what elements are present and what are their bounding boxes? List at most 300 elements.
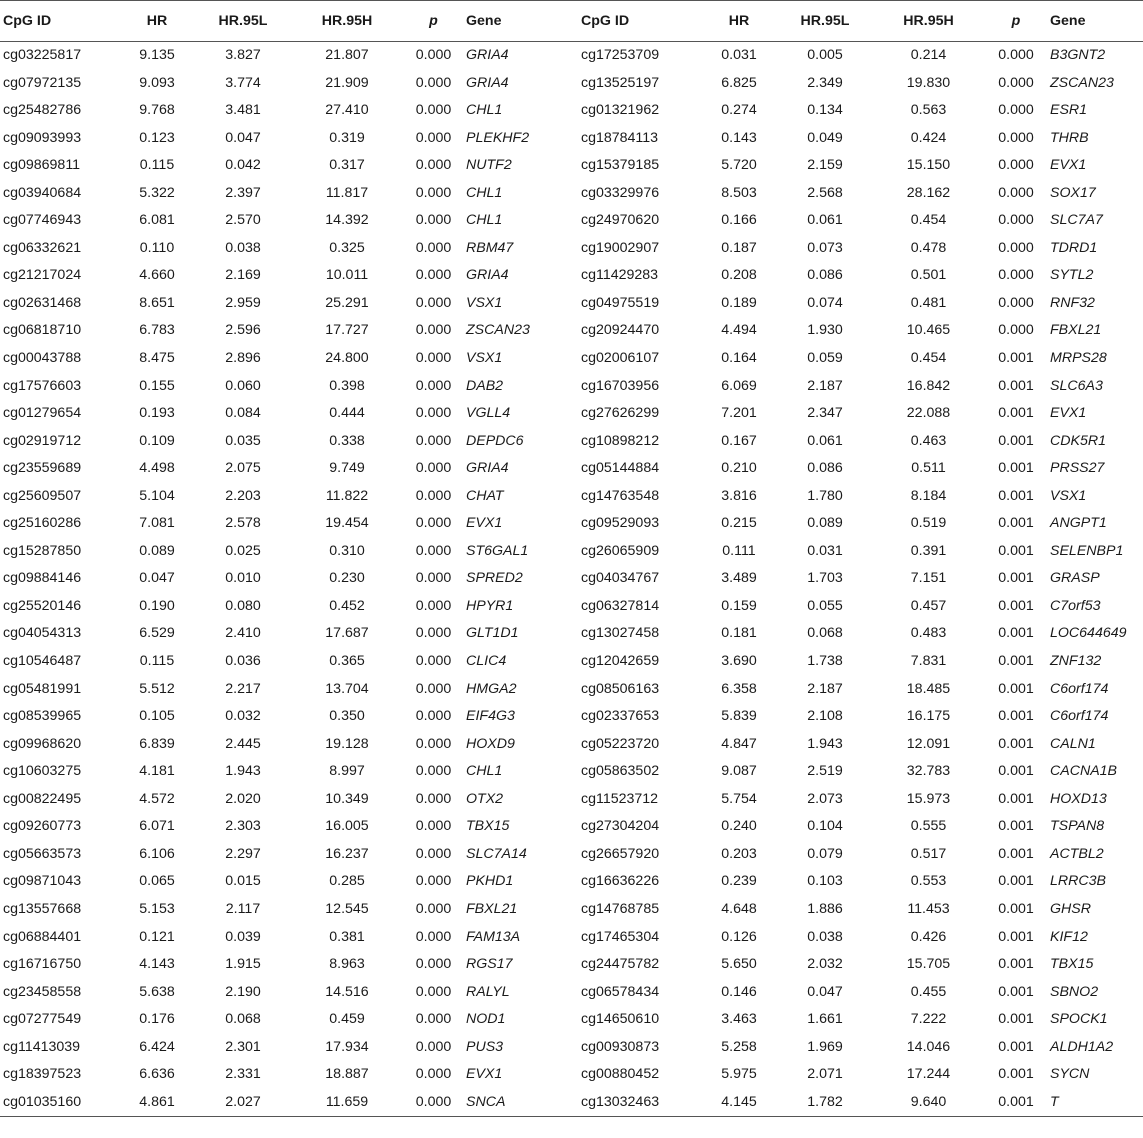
hr-cell: 4.181 [139,763,175,780]
p-value-cell: 0.000 [998,239,1034,256]
table-row [0,896,1143,924]
hr-cell: 4.494 [721,322,757,339]
gene-cell: NUTF2 [466,157,512,174]
cpg-id-cell: cg03329976 [581,184,660,201]
hr-95h-cell: 7.151 [910,570,947,587]
hr-cell: 0.121 [139,928,175,945]
hr-95h-cell: 16.842 [906,377,951,394]
cpg-id-cell: cg16636226 [581,873,660,890]
hr-cell: 0.167 [721,432,757,449]
hr-cell: 6.839 [139,735,175,752]
cpg-id-cell: cg09968620 [3,735,82,752]
hr-95h-cell: 0.457 [910,597,947,614]
hr-95h-cell: 9.749 [329,460,365,477]
cpg-id-cell: cg09884146 [3,570,82,587]
hr-cell: 0.143 [721,129,757,146]
hr-95l-cell: 0.068 [225,1011,261,1028]
gene-cell: GRIA4 [466,74,509,91]
gene-cell: SNCA [466,1089,581,1117]
hr-cell: 0.215 [721,515,757,532]
hr-95l-cell: 0.031 [807,542,843,559]
hr-95l-cell: 3.827 [225,47,261,63]
cpg-id-cell: cg14763548 [581,487,660,504]
p-value-cell: 0.000 [415,47,452,63]
p-value-cell: 0.000 [415,350,452,367]
cpg-id-cell: cg06327814 [581,597,660,614]
hr-cell: 4.660 [139,267,175,284]
gene-cell: RALYL [466,983,510,1000]
hr-95h-cell: 8.184 [910,487,947,504]
cpg-id-cell: cg25160286 [3,515,82,532]
table-row [0,979,1143,1007]
p-value-cell: 0.000 [401,1089,466,1117]
cpg-id-cell: cg03940684 [3,184,82,201]
hr-cell: 0.193 [139,405,175,422]
hr-cell: 4.572 [139,790,175,807]
p-value-cell: 0.000 [998,184,1034,201]
p-value-cell: 0.000 [415,432,452,449]
p-value-cell: 0.000 [415,294,452,311]
gene-cell: CHL1 [466,212,503,229]
hr-95h-cell: 11.453 [907,900,950,917]
hr-cell: 6.069 [721,377,757,394]
hr-95h-cell: 21.807 [325,47,369,63]
hr-cell: 9.087 [721,763,757,780]
hr-95h-cell: 11.659 [293,1089,401,1117]
p-value-cell: 0.000 [998,322,1034,339]
cpg-id-cell: cg25609507 [3,487,82,504]
p-value-cell: 0.000 [998,129,1034,146]
cpg-id-cell: cg20924470 [581,322,660,339]
hr-95l-cell: 0.060 [225,377,261,394]
table-row [0,373,1143,401]
p-value-cell: 0.000 [415,873,452,890]
p-value-cell: 0.000 [415,322,452,339]
hr-95h-cell: 19.454 [325,515,369,532]
cpg-id-cell: cg17576603 [3,377,82,394]
p-value-cell: 0.001 [998,763,1034,780]
hr-95l-cell: 0.025 [225,542,261,559]
cpg-id-cell: cg06884401 [3,928,82,945]
cpg-id-cell: cg18784113 [581,129,659,146]
hr-95l-cell: 0.032 [225,708,261,725]
cpg-id-cell: cg27304204 [581,818,660,835]
hr-95l-cell: 2.349 [807,74,843,91]
p-value-cell: 0.000 [415,102,452,119]
hr-cell: 4.861 [121,1089,193,1117]
hr-cell: 6.106 [139,845,175,862]
gene-cell: SYTL2 [1050,267,1094,284]
header-p: p [401,1,466,42]
gene-cell: GRIA4 [466,47,509,63]
p-value-cell: 0.001 [998,377,1034,394]
cpg-id-cell: cg06578434 [581,983,660,1000]
hr-cell: 4.847 [721,735,757,752]
gene-cell: C6orf174 [1050,680,1109,697]
table-row [0,290,1143,318]
cpg-id-cell: cg25520146 [3,597,82,614]
hr-cell: 3.463 [721,1011,757,1028]
table-row [0,1006,1143,1034]
hr-95l-cell: 1.969 [807,1038,843,1055]
table-row [0,813,1143,841]
hr-95l-cell: 1.915 [225,956,261,973]
cpg-id-cell: cg25482786 [3,102,82,119]
gene-cell: SELENBP1 [1050,542,1124,559]
hr-cell: 9.135 [139,47,175,63]
hr-95l-cell: 2.117 [225,900,261,917]
hr-cell: 5.720 [721,157,757,174]
table-row [0,731,1143,759]
p-value-cell: 0.001 [998,735,1034,752]
hr-95l-cell: 2.071 [807,1066,843,1083]
hr-cell: 5.258 [721,1038,757,1055]
hr-cell: 6.081 [139,212,175,229]
hr-95l-cell: 1.886 [807,900,843,917]
hr-95h-cell: 0.426 [910,928,947,945]
p-value-cell: 0.000 [415,157,452,174]
hr-95l-cell: 3.774 [225,74,261,91]
cpg-id-cell: cg08539965 [3,708,82,725]
table-row [0,42,1143,70]
hr-95h-cell: 0.319 [329,129,365,146]
gene-cell: CACNA1B [1050,763,1118,780]
p-value-cell: 0.001 [998,432,1034,449]
hr-95h-cell: 0.455 [910,983,947,1000]
hr-95h-cell: 15.150 [906,157,951,174]
hr-95h-cell: 16.237 [325,845,369,862]
hr-95h-cell: 0.452 [329,597,365,614]
cpg-id-cell: cg17253709 [581,47,660,63]
hr-95h-cell: 0.553 [910,873,947,890]
table-row [0,758,1143,786]
hr-95l-cell: 2.217 [225,680,261,697]
hr-95h-cell: 21.909 [325,74,369,91]
table-row [0,345,1143,373]
p-value-cell: 0.001 [998,928,1034,945]
p-value-cell: 0.001 [998,597,1034,614]
cpg-id-cell: cg13032463 [581,1089,703,1117]
gene-cell: ZSCAN23 [466,322,530,339]
hr-95h-cell: 17.244 [906,1066,951,1083]
cpg-id-cell: cg05863502 [581,763,660,780]
gene-cell: SLC7A7 [1050,212,1103,229]
gene-cell: ZSCAN23 [1050,74,1114,91]
hr-95l-cell: 0.061 [807,212,843,229]
hr-cell: 4.648 [721,900,757,917]
gene-cell: SLC6A3 [1050,377,1103,394]
gene-cell: VSX1 [466,294,503,311]
cpg-id-cell: cg11429283 [581,267,659,284]
hr-95l-cell: 1.943 [225,763,261,780]
cpg-id-cell: cg04975519 [581,294,660,311]
hr-95l-cell: 0.073 [807,239,843,256]
gene-cell: CHL1 [466,184,503,201]
p-value-cell: 0.000 [415,597,452,614]
hr-95h-cell: 19.830 [906,74,951,91]
hr-cell: 5.839 [721,708,757,725]
cpg-id-cell: cg16716750 [3,956,82,973]
gene-cell: RNF32 [1050,294,1095,311]
table-row [0,1034,1143,1062]
hr-95l-cell: 0.104 [807,818,843,835]
p-value-cell: 0.001 [998,873,1034,890]
p-value-cell: 0.000 [415,487,452,504]
hr-cell: 5.975 [721,1066,757,1083]
hr-95h-cell: 0.230 [329,570,365,587]
hr-95l-cell: 0.038 [225,239,261,256]
hr-95h-cell: 10.349 [325,790,369,807]
gene-cell: GRASP [1050,570,1100,587]
p-value-cell: 0.001 [998,818,1034,835]
hr-95l-cell: 0.079 [807,845,843,862]
header-hr-2: HR [703,1,775,42]
hr-95h-cell: 14.046 [906,1038,951,1055]
hr-95l-cell: 0.068 [807,625,843,642]
gene-cell: SLC7A14 [466,845,527,862]
hr-95l-cell: 2.108 [807,708,843,725]
header-hr-95h-2: HR.95H [875,1,982,42]
hr-95h-cell: 13.704 [325,680,369,697]
gene-cell: LOC644649 [1050,625,1127,642]
p-value-cell: 0.000 [998,102,1034,119]
cpg-id-cell: cg11523712 [581,790,659,807]
gene-cell: FAM13A [466,928,521,945]
hr-95l-cell: 0.015 [225,873,261,890]
gene-cell: EVX1 [1050,157,1087,174]
table-row [0,180,1143,208]
hr-95h-cell: 0.481 [910,294,947,311]
hr-cell: 0.274 [721,102,757,119]
hr-cell: 0.109 [139,432,175,449]
hr-95l-cell: 3.481 [225,102,261,119]
hr-cell: 0.187 [721,239,757,256]
hr-cell: 6.825 [721,74,757,91]
hr-cell: 0.166 [721,212,757,229]
p-value-cell: 0.000 [415,708,452,725]
hr-cell: 0.146 [721,983,757,1000]
hr-95l-cell: 2.169 [225,267,261,284]
p-value-cell: 0.000 [415,460,452,477]
cpg-id-cell: cg02919712 [3,432,82,449]
hr-95h-cell: 16.005 [325,818,369,835]
hr-95l-cell: 0.047 [807,983,843,1000]
p-value-cell: 0.001 [998,983,1034,1000]
hr-95l-cell: 2.187 [807,377,843,394]
hr-cell: 3.816 [721,487,757,504]
cpg-id-cell: cg18397523 [3,1066,82,1083]
gene-cell: PLEKHF2 [466,129,530,146]
hr-95l-cell: 0.080 [225,597,261,614]
hr-95h-cell: 0.424 [910,129,947,146]
hr-95l-cell: 1.703 [807,570,843,587]
gene-cell: B3GNT2 [1050,47,1106,63]
cpg-id-cell: cg04054313 [3,625,82,642]
hr-cell: 7.201 [721,405,757,422]
p-value-cell: 0.001 [998,1066,1034,1083]
hr-95h-cell: 19.128 [325,735,369,752]
hr-95h-cell: 15.973 [906,790,951,807]
cpg-id-cell: cg09093993 [3,129,82,146]
hr-95h-cell: 0.338 [329,432,365,449]
hr-95h-cell: 0.563 [910,102,947,119]
hr-95l-cell: 2.032 [807,956,843,973]
p-value-cell: 0.000 [415,680,452,697]
hr-95l-cell: 2.445 [225,735,261,752]
table-row [0,841,1143,869]
table-row [0,786,1143,814]
p-value-cell: 0.000 [415,790,452,807]
gene-cell: MRPS28 [1050,350,1107,367]
hr-95l-cell: 0.084 [225,405,261,422]
hr-cell: 0.115 [139,157,175,174]
hr-95h-cell: 0.365 [329,653,365,670]
p-value-cell: 0.000 [415,542,452,559]
header-cpg-id-2: CpG ID [581,1,703,42]
hr-95l-cell: 2.596 [225,322,261,339]
cpg-id-cell: cg11413039 [3,1038,81,1055]
hr-95h-cell: 0.350 [329,708,365,725]
table-header [0,1,1143,42]
hr-95h-cell: 0.444 [329,405,365,422]
hr-95h-cell: 8.963 [329,956,365,973]
p-value-cell: 0.000 [415,184,452,201]
hr-95h-cell: 0.310 [329,542,365,559]
hr-cell: 9.093 [139,74,175,91]
hr-cell: 5.754 [721,790,757,807]
hr-95h-cell: 0.285 [329,873,365,890]
gene-cell: SBNO2 [1050,983,1099,1000]
gene-cell: CHL1 [466,102,503,119]
gene-cell: CLIC4 [466,653,507,670]
gene-cell: PRSS27 [1050,460,1105,477]
hr-95l-cell: 0.010 [225,570,261,587]
gene-cell: NOD1 [466,1011,506,1028]
p-value-cell: 0.001 [998,790,1034,807]
hr-95l-cell: 0.038 [807,928,843,945]
table-row [0,262,1143,290]
cpg-id-cell: cg13557668 [3,900,82,917]
hr-95h-cell: 12.545 [325,900,369,917]
p-value-cell: 0.001 [998,680,1034,697]
gene-cell: VSX1 [466,350,503,367]
hr-95h-cell: 17.727 [325,322,369,339]
table-row [0,1089,1143,1117]
hr-95h-cell: 28.162 [906,184,951,201]
header-hr-95l-2: HR.95L [775,1,875,42]
cpg-id-cell: cg03225817 [3,47,82,63]
hr-cell: 6.529 [139,625,175,642]
hr-95l-cell: 0.039 [225,928,261,945]
cpg-id-cell: cg09871043 [3,873,82,890]
p-value-cell: 0.000 [998,294,1034,311]
hr-cell: 6.424 [139,1038,175,1055]
p-value-cell: 0.000 [415,845,452,862]
cpg-id-cell: cg27626299 [581,405,660,422]
hr-cell: 0.240 [721,818,757,835]
p-value-cell: 0.001 [998,515,1034,532]
cpg-id-cell: cg24970620 [581,212,660,229]
cpg-id-cell: cg09869811 [3,157,81,174]
gene-cell: HPYR1 [466,597,514,614]
hr-95l-cell: 0.059 [807,350,843,367]
cpg-id-cell: cg23458558 [3,983,82,1000]
header-hr-95h: HR.95H [293,1,401,42]
hr-95h-cell: 11.817 [325,184,369,201]
p-value-cell: 0.001 [982,1089,1050,1117]
gene-cell: GLT1D1 [466,625,519,642]
hr-95l-cell: 2.397 [225,184,261,201]
p-value-cell: 0.001 [998,350,1034,367]
gene-cell: TBX15 [466,818,510,835]
hr-cell: 7.081 [139,515,175,532]
gene-cell: HMGA2 [466,680,517,697]
hr-95l-cell: 0.074 [807,294,843,311]
p-value-cell: 0.001 [998,487,1034,504]
p-value-cell: 0.000 [415,625,452,642]
hr-95h-cell: 7.831 [910,653,947,670]
hr-cell: 0.189 [721,294,757,311]
hr-95l-cell: 1.930 [807,322,843,339]
hr-cell: 0.065 [139,873,175,890]
hr-95h-cell: 8.997 [329,763,365,780]
hr-cell: 0.239 [721,873,757,890]
hr-95h-cell: 9.640 [875,1089,982,1117]
gene-cell: THRB [1050,129,1089,146]
hr-cell: 0.115 [139,653,175,670]
p-value-cell: 0.001 [998,625,1034,642]
cpg-id-cell: cg00880452 [581,1066,660,1083]
gene-cell: T [1050,1089,1143,1117]
hr-cell: 0.208 [721,267,757,284]
p-value-cell: 0.001 [998,1011,1034,1028]
gene-cell: SPOCK1 [1050,1011,1108,1028]
hr-95h-cell: 0.214 [910,47,947,63]
cpg-id-cell: cg10546487 [3,653,82,670]
cpg-id-cell: cg05481991 [3,680,82,697]
hr-95h-cell: 0.463 [910,432,947,449]
hr-cell: 8.475 [139,350,175,367]
gene-cell: EIF4G3 [466,708,515,725]
hr-95l-cell: 1.780 [807,487,843,504]
hr-95h-cell: 14.516 [325,983,369,1000]
hr-cell: 8.503 [721,184,757,201]
hr-95h-cell: 0.483 [910,625,947,642]
p-value-cell: 0.000 [415,763,452,780]
hr-95h-cell: 0.325 [329,239,365,256]
cpg-id-cell: cg10603275 [3,763,82,780]
header-hr: HR [121,1,193,42]
cpg-id-cell: cg02631468 [3,294,82,311]
cpg-id-cell: cg12042659 [581,653,660,670]
hr-95h-cell: 27.410 [325,102,369,119]
hr-cell: 0.047 [139,570,175,587]
hr-cell: 5.104 [139,487,175,504]
hr-95l-cell: 2.073 [807,790,843,807]
cpg-id-cell: cg06818710 [3,322,82,339]
hr-cell: 0.105 [139,708,175,725]
cpg-id-cell: cg05223720 [581,735,660,752]
hr-cell: 6.071 [139,818,175,835]
hr-95h-cell: 0.459 [329,1011,365,1028]
hr-95l-cell: 1.661 [807,1011,843,1028]
hr-cell: 0.159 [721,597,757,614]
gene-cell: CHL1 [466,763,503,780]
hr-95h-cell: 17.934 [325,1038,369,1055]
hr-95l-cell: 0.049 [807,129,843,146]
table-row [0,703,1143,731]
cpg-id-cell: cg14768785 [581,900,660,917]
